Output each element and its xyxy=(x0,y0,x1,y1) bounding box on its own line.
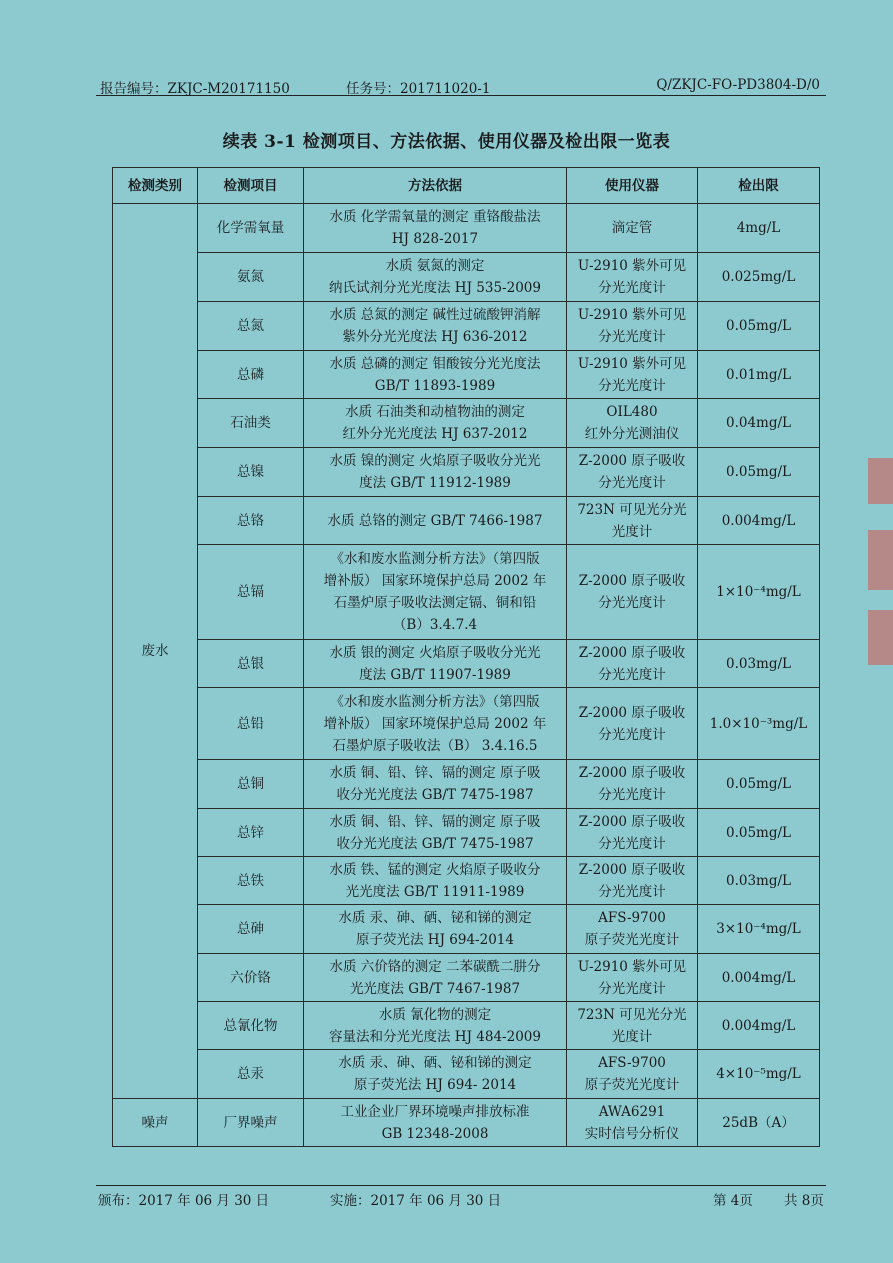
table-header-row xyxy=(113,168,820,204)
limit-cell: 0.03mg/L xyxy=(698,640,820,688)
category-cell: 噪声 xyxy=(113,1099,198,1147)
cell-line: 分光光度计 xyxy=(598,666,666,683)
cell-line: GB/T 11893-1989 xyxy=(374,377,496,394)
method-cell xyxy=(304,1002,567,1050)
table-row xyxy=(113,448,820,497)
instrument-cell xyxy=(567,253,698,302)
method-cell xyxy=(304,204,567,253)
cell-line: AFS-9700 xyxy=(598,1055,666,1071)
item-cell: 总镉 xyxy=(198,545,304,640)
table-row xyxy=(113,204,820,253)
cell-line: U-2910 紫外可见 xyxy=(577,355,687,372)
limit-cell: 4mg/L xyxy=(698,204,820,253)
cell-line: 分光光度计 xyxy=(598,726,666,743)
seal-stamp-fragment xyxy=(868,610,893,665)
page-total: 共 8页 xyxy=(784,1193,824,1209)
table-row xyxy=(113,1002,820,1050)
table-title: 续表 3-1 检测项目、方法依据、使用仪器及检出限一览表 xyxy=(222,132,671,152)
item-cell: 厂界噪声 xyxy=(198,1099,304,1147)
report-number: 报告编号：ZKJC-M20171150 xyxy=(100,81,290,97)
method-cell xyxy=(304,448,567,497)
cell-line: U-2910 紫外可见 xyxy=(577,958,687,975)
limit-cell: 0.03mg/L xyxy=(698,857,820,905)
cell-line: 光度计 xyxy=(611,523,653,540)
instrument-cell xyxy=(567,351,698,399)
cell-line: 水质 铜、铅、锌、镉的测定 原子吸 xyxy=(329,813,541,830)
cell-line: 分光光度计 xyxy=(598,475,666,491)
table-row xyxy=(113,497,820,545)
cell-line: 水质 银的测定 火焰原子吸收分光光 xyxy=(329,644,541,661)
limit-cell: 0.004mg/L xyxy=(698,1002,820,1050)
cell-line: 光光度法 GB/T 11911-1989 xyxy=(345,883,525,900)
item-cell: 石油类 xyxy=(198,399,304,448)
cell-line: 工业企业厂界环境噪声排放标准 xyxy=(340,1103,530,1120)
instrument-cell xyxy=(567,497,698,545)
method-cell xyxy=(304,857,567,905)
instrument-cell xyxy=(567,760,698,809)
limit-cell: 1×10⁻⁴mg/L xyxy=(698,545,820,640)
table-row xyxy=(113,1050,820,1099)
cell-line: 水质 镍的测定 火焰原子吸收分光光 xyxy=(329,453,541,469)
instrument-cell xyxy=(567,809,698,857)
page-header xyxy=(96,75,826,96)
cell-line: Z-2000 原子吸收 xyxy=(578,453,686,469)
header-instrument: 使用仪器 xyxy=(567,168,698,204)
task-number: 任务号：201711020-1 xyxy=(346,81,491,97)
instrument-cell xyxy=(567,545,698,640)
limit-cell: 3×10⁻⁴mg/L xyxy=(698,905,820,954)
cell-line: 增补版） 国家环境保护总局 2002 年 xyxy=(323,715,547,732)
instrument-cell xyxy=(567,1099,698,1147)
cell-line: 增补版） 国家环境保护总局 2002 年 xyxy=(323,573,547,589)
cell-line: 水质 石油类和动植物油的测定 xyxy=(345,404,525,420)
method-cell xyxy=(304,351,567,399)
item-cell: 总砷 xyxy=(198,905,304,954)
cell-line: 《水和废水监测分析方法》（第四版 xyxy=(330,551,540,567)
table-row xyxy=(113,399,820,448)
cell-line: Z-2000 原子吸收 xyxy=(578,704,686,721)
cell-line: （B）3.4.7.4 xyxy=(392,617,478,633)
issue-date: 颁布：2017 年 06 月 30 日 xyxy=(98,1193,270,1209)
method-cell xyxy=(304,302,567,351)
cell-line: U-2910 紫外可见 xyxy=(577,258,687,274)
limit-cell: 25dB（A） xyxy=(698,1099,820,1147)
cell-line: 水质 氰化物的测定 xyxy=(378,1006,492,1023)
limit-cell: 0.004mg/L xyxy=(698,954,820,1002)
cell-line: 《水和废水监测分析方法》（第四版 xyxy=(330,693,540,710)
table-row xyxy=(113,351,820,399)
cell-line: Z-2000 原子吸收 xyxy=(578,861,686,878)
cell-line: 度法 GB/T 11912-1989 xyxy=(359,475,511,491)
item-cell: 总汞 xyxy=(198,1050,304,1099)
cell-line: 分光光度计 xyxy=(598,883,666,900)
limit-cell: 4×10⁻⁵mg/L xyxy=(698,1050,820,1099)
limit-cell: 1.0×10⁻³mg/L xyxy=(698,688,820,760)
cell-line: 原子荧光光度计 xyxy=(584,932,680,948)
cell-line: 原子荧光法 HJ 694-2014 xyxy=(356,932,514,948)
cell-line: AWA6291 xyxy=(598,1103,666,1120)
method-cell xyxy=(304,253,567,302)
category-cell: 废水 xyxy=(113,204,198,1099)
instrument-cell xyxy=(567,302,698,351)
seal-stamp-fragment xyxy=(868,458,893,504)
limit-cell: 0.004mg/L xyxy=(698,497,820,545)
instrument-cell xyxy=(567,1002,698,1050)
table-row xyxy=(113,688,820,760)
item-cell: 总银 xyxy=(198,640,304,688)
instrument-cell xyxy=(567,399,698,448)
table-row xyxy=(113,857,820,905)
table-row xyxy=(113,954,820,1002)
cell-line: Z-2000 原子吸收 xyxy=(578,644,686,661)
instrument-cell xyxy=(567,448,698,497)
cell-line: 水质 氨氮的测定 xyxy=(385,258,485,274)
cell-line: 光度计 xyxy=(611,1028,653,1045)
table-row xyxy=(113,253,820,302)
page-number: 第 4页 xyxy=(713,1193,753,1209)
cell-line: 分光光度计 xyxy=(598,377,666,394)
cell-line: 水质 六价铬的测定 二苯碳酰二肼分 xyxy=(329,958,541,975)
instrument-cell xyxy=(567,857,698,905)
instrument-cell xyxy=(567,905,698,954)
cell-line: 收分光光度法 GB/T 7475-1987 xyxy=(336,835,534,852)
cell-line: 滴定管 xyxy=(611,220,653,236)
item-cell: 总镍 xyxy=(198,448,304,497)
cell-line: 分光光度计 xyxy=(598,595,666,611)
cell-line: U-2910 紫外可见 xyxy=(577,307,687,323)
table-row xyxy=(113,760,820,809)
limit-cell: 0.05mg/L xyxy=(698,809,820,857)
cell-line: 容量法和分光光度法 HJ 484-2009 xyxy=(329,1028,541,1045)
header-limit: 检出限 xyxy=(698,168,820,204)
item-cell: 总锌 xyxy=(198,809,304,857)
method-cell xyxy=(304,688,567,760)
header-item: 检测项目 xyxy=(198,168,304,204)
instrument-cell xyxy=(567,688,698,760)
cell-line: 723N 可见光分光 xyxy=(577,1006,687,1023)
limit-cell: 0.05mg/L xyxy=(698,302,820,351)
cell-line: HJ 828-2017 xyxy=(391,231,479,247)
method-cell xyxy=(304,399,567,448)
method-cell xyxy=(304,954,567,1002)
limit-cell: 0.01mg/L xyxy=(698,351,820,399)
limit-cell: 0.04mg/L xyxy=(698,399,820,448)
method-cell xyxy=(304,760,567,809)
cell-line: 石墨炉原子吸收法测定镉、铜和铅 xyxy=(333,595,537,611)
seal-stamp-fragment xyxy=(868,530,893,590)
cell-line: 水质 铁、锰的测定 火焰原子吸收分 xyxy=(329,861,541,878)
effective-date: 实施：2017 年 06 月 30 日 xyxy=(330,1193,502,1209)
cell-line: 分光光度计 xyxy=(598,329,666,345)
cell-line: 度法 GB/T 11907-1989 xyxy=(359,666,511,683)
table-row xyxy=(113,1099,820,1147)
cell-line: GB 12348-2008 xyxy=(381,1125,489,1142)
item-cell: 总铅 xyxy=(198,688,304,760)
method-cell xyxy=(304,497,567,545)
cell-line: 水质 总磷的测定 钼酸铵分光光度法 xyxy=(329,355,541,372)
cell-line: 分光光度计 xyxy=(598,980,666,997)
cell-line: 红外分光光度法 HJ 637-2012 xyxy=(342,426,528,442)
item-cell: 总氮 xyxy=(198,302,304,351)
cell-line: Z-2000 原子吸收 xyxy=(578,813,686,830)
cell-line: 水质 铜、铅、锌、镉的测定 原子吸 xyxy=(329,765,541,781)
table-row xyxy=(113,640,820,688)
cell-line: 水质 汞、砷、硒、铋和锑的测定 xyxy=(338,1055,532,1071)
page-footer xyxy=(96,1185,826,1208)
cell-line: 723N 可见光分光 xyxy=(577,501,687,518)
item-cell: 六价铬 xyxy=(198,954,304,1002)
item-cell: 化学需氧量 xyxy=(198,204,304,253)
cell-line: 水质 总铬的测定 GB/T 7466-1987 xyxy=(327,512,543,529)
cell-line: 收分光光度法 GB/T 7475-1987 xyxy=(336,787,534,803)
cell-line: 分光光度计 xyxy=(598,280,666,296)
method-cell xyxy=(304,1099,567,1147)
table-row xyxy=(113,809,820,857)
cell-line: 纳氏试剂分光光度法 HJ 535-2009 xyxy=(329,280,541,296)
method-cell xyxy=(304,905,567,954)
cell-line: Z-2000 原子吸收 xyxy=(578,573,686,589)
item-cell: 总氰化物 xyxy=(198,1002,304,1050)
table-row xyxy=(113,302,820,351)
method-cell xyxy=(304,1050,567,1099)
item-cell: 总磷 xyxy=(198,351,304,399)
cell-line: 紫外分光光度法 HJ 636-2012 xyxy=(342,329,528,345)
limit-cell: 0.05mg/L xyxy=(698,448,820,497)
cell-line: AFS-9700 xyxy=(598,910,666,926)
instrument-cell xyxy=(567,1050,698,1099)
item-cell: 氨氮 xyxy=(198,253,304,302)
cell-line: 水质 化学需氧量的测定 重铬酸盐法 xyxy=(329,209,541,225)
item-cell: 总铜 xyxy=(198,760,304,809)
cell-line: 水质 总氮的测定 碱性过硫酸钾消解 xyxy=(329,307,541,323)
detection-table xyxy=(112,167,820,1147)
item-cell: 总铬 xyxy=(198,497,304,545)
limit-cell: 0.05mg/L xyxy=(698,760,820,809)
method-cell xyxy=(304,640,567,688)
method-cell xyxy=(304,545,567,640)
instrument-cell xyxy=(567,204,698,253)
cell-line: 实时信号分析仪 xyxy=(584,1125,680,1142)
table-row xyxy=(113,905,820,954)
cell-line: 分光光度计 xyxy=(598,787,666,803)
header-category: 检测类别 xyxy=(113,168,198,204)
cell-line: Z-2000 原子吸收 xyxy=(578,765,686,781)
cell-line: 原子荧光光度计 xyxy=(584,1077,680,1093)
cell-line: 红外分光测油仪 xyxy=(584,426,680,442)
header-method: 方法依据 xyxy=(304,168,567,204)
cell-line: 石墨炉原子吸收法（B） 3.4.16.5 xyxy=(332,737,538,754)
instrument-cell xyxy=(567,954,698,1002)
item-cell: 总铁 xyxy=(198,857,304,905)
cell-line: OIL480 xyxy=(606,404,658,420)
cell-line: 分光光度计 xyxy=(598,835,666,852)
table-row xyxy=(113,545,820,640)
cell-line: 光光度法 GB/T 7467-1987 xyxy=(349,980,521,997)
form-code: Q/ZKJC-FO-PD3804-D/0 xyxy=(656,77,820,93)
limit-cell: 0.025mg/L xyxy=(698,253,820,302)
cell-line: 原子荧光法 HJ 694- 2014 xyxy=(353,1077,517,1093)
instrument-cell xyxy=(567,640,698,688)
method-cell xyxy=(304,809,567,857)
cell-line: 水质 汞、砷、硒、铋和锑的测定 xyxy=(338,910,532,926)
